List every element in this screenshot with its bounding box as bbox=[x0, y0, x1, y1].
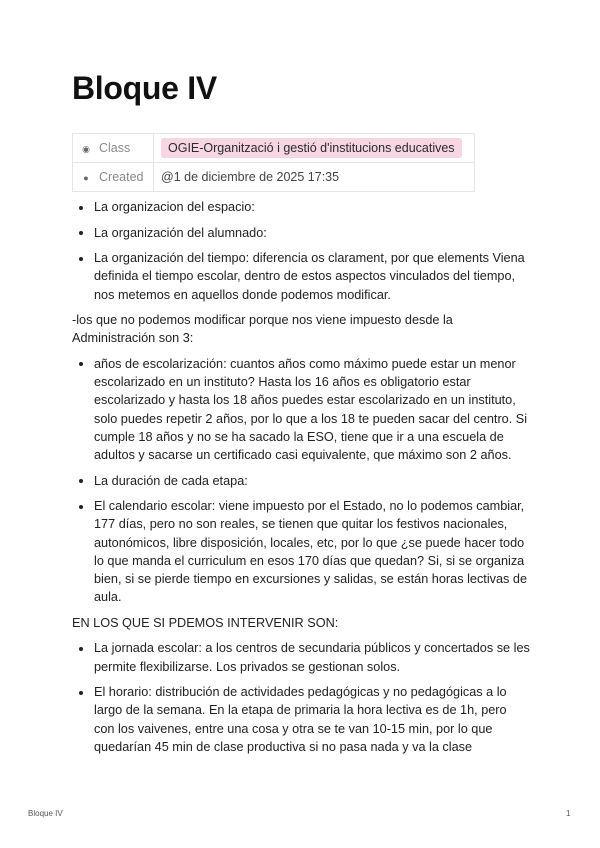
page-body bbox=[72, 198, 530, 763]
paragraph: -los que no podemos modificar porque nos viene impuesto desde la Administración son 3: bbox=[72, 313, 453, 346]
list-item: La organización del alumnado: bbox=[94, 224, 530, 242]
properties-table bbox=[72, 133, 475, 192]
bullet-list-fixed-aspects bbox=[72, 355, 530, 606]
list-item: años de escolarización: cuantos años como máximo puede estar un menor escolarizado en un instituto? Hasta los 16 años es obligatorio estar escolarizado y hasta los 18 años puedes estar escolarizado en un instituto, solo puedes repetir 2 años, por lo que a los 18 te pueden sacar del centro. Si cumple 18 años y no se ha sacado la ESO, tiene que ir a una escuela de adultos y sacarse un certificado casi equivalente, que máximo son 2 años. bbox=[94, 355, 530, 464]
page-title: Bloque IV bbox=[72, 70, 217, 106]
paragraph: EN LOS QUE SI PDEMOS INTERVENIR SON: bbox=[72, 615, 339, 630]
property-row-created bbox=[73, 163, 475, 192]
created-label: Created bbox=[99, 170, 144, 184]
list-item: La duración de cada etapa: bbox=[94, 472, 530, 490]
clock-icon: ● bbox=[83, 173, 89, 183]
list-item: La jornada escolar: a los centros de secundaria públicos y concertados se les permite flexibilizarse. Los privados se gestionan solos. bbox=[94, 639, 530, 675]
list-item: El calendario escolar: viene impuesto por el Estado, no lo podemos cambiar, 177 días, pero no son reales, se tienen que quitar los festivos nacionales, autonómicos, libre disposición, locales, etc, por lo que ¿se puede hacer todo lo que manda el curriculum en esos 170 días que quedan? Si, si se organiza bien, si se pierde tiempo en excursiones y salidas, se están horas lectivas de aula. bbox=[94, 497, 530, 606]
property-value-class[interactable] bbox=[154, 134, 475, 163]
list-item: El horario: distribución de actividades pedagógicas y no pedagógicas a lo largo de la semana. En la etapa de primaria la hora lectiva es de 1h, pero con los vaivenes, entre una cosa y otra se te van 10-15 min, por lo que quedarían 45 min de clase productiva si no pasa nada y va la clase bbox=[94, 683, 530, 756]
list-item: La organización del tiempo: diferencia os clarament, por que elements Viena definida el tiempo escolar, dentro de estos aspectos vinculados del tiempo, nos metemos en aquellos donde podemos modificar. bbox=[94, 249, 530, 304]
bullet-list-modifiable-aspects bbox=[72, 639, 530, 756]
list-item: La organizacion del espacio: bbox=[94, 198, 530, 216]
created-date: @1 de diciembre de 2025 17:35 bbox=[161, 170, 340, 184]
class-label: Class bbox=[99, 141, 131, 155]
class-tag[interactable]: OGIE-Organització i gestió d'institucions educatives bbox=[161, 138, 462, 158]
footer-doc-title: Bloque IV bbox=[28, 809, 63, 818]
property-key-created bbox=[73, 163, 154, 192]
status-dot-icon: ◉ bbox=[82, 144, 90, 154]
bullet-list-organization bbox=[72, 198, 530, 304]
footer-page-number: 1 bbox=[566, 809, 571, 818]
property-value-created[interactable] bbox=[154, 163, 475, 192]
property-key-class bbox=[73, 134, 154, 163]
property-row-class bbox=[73, 134, 475, 163]
